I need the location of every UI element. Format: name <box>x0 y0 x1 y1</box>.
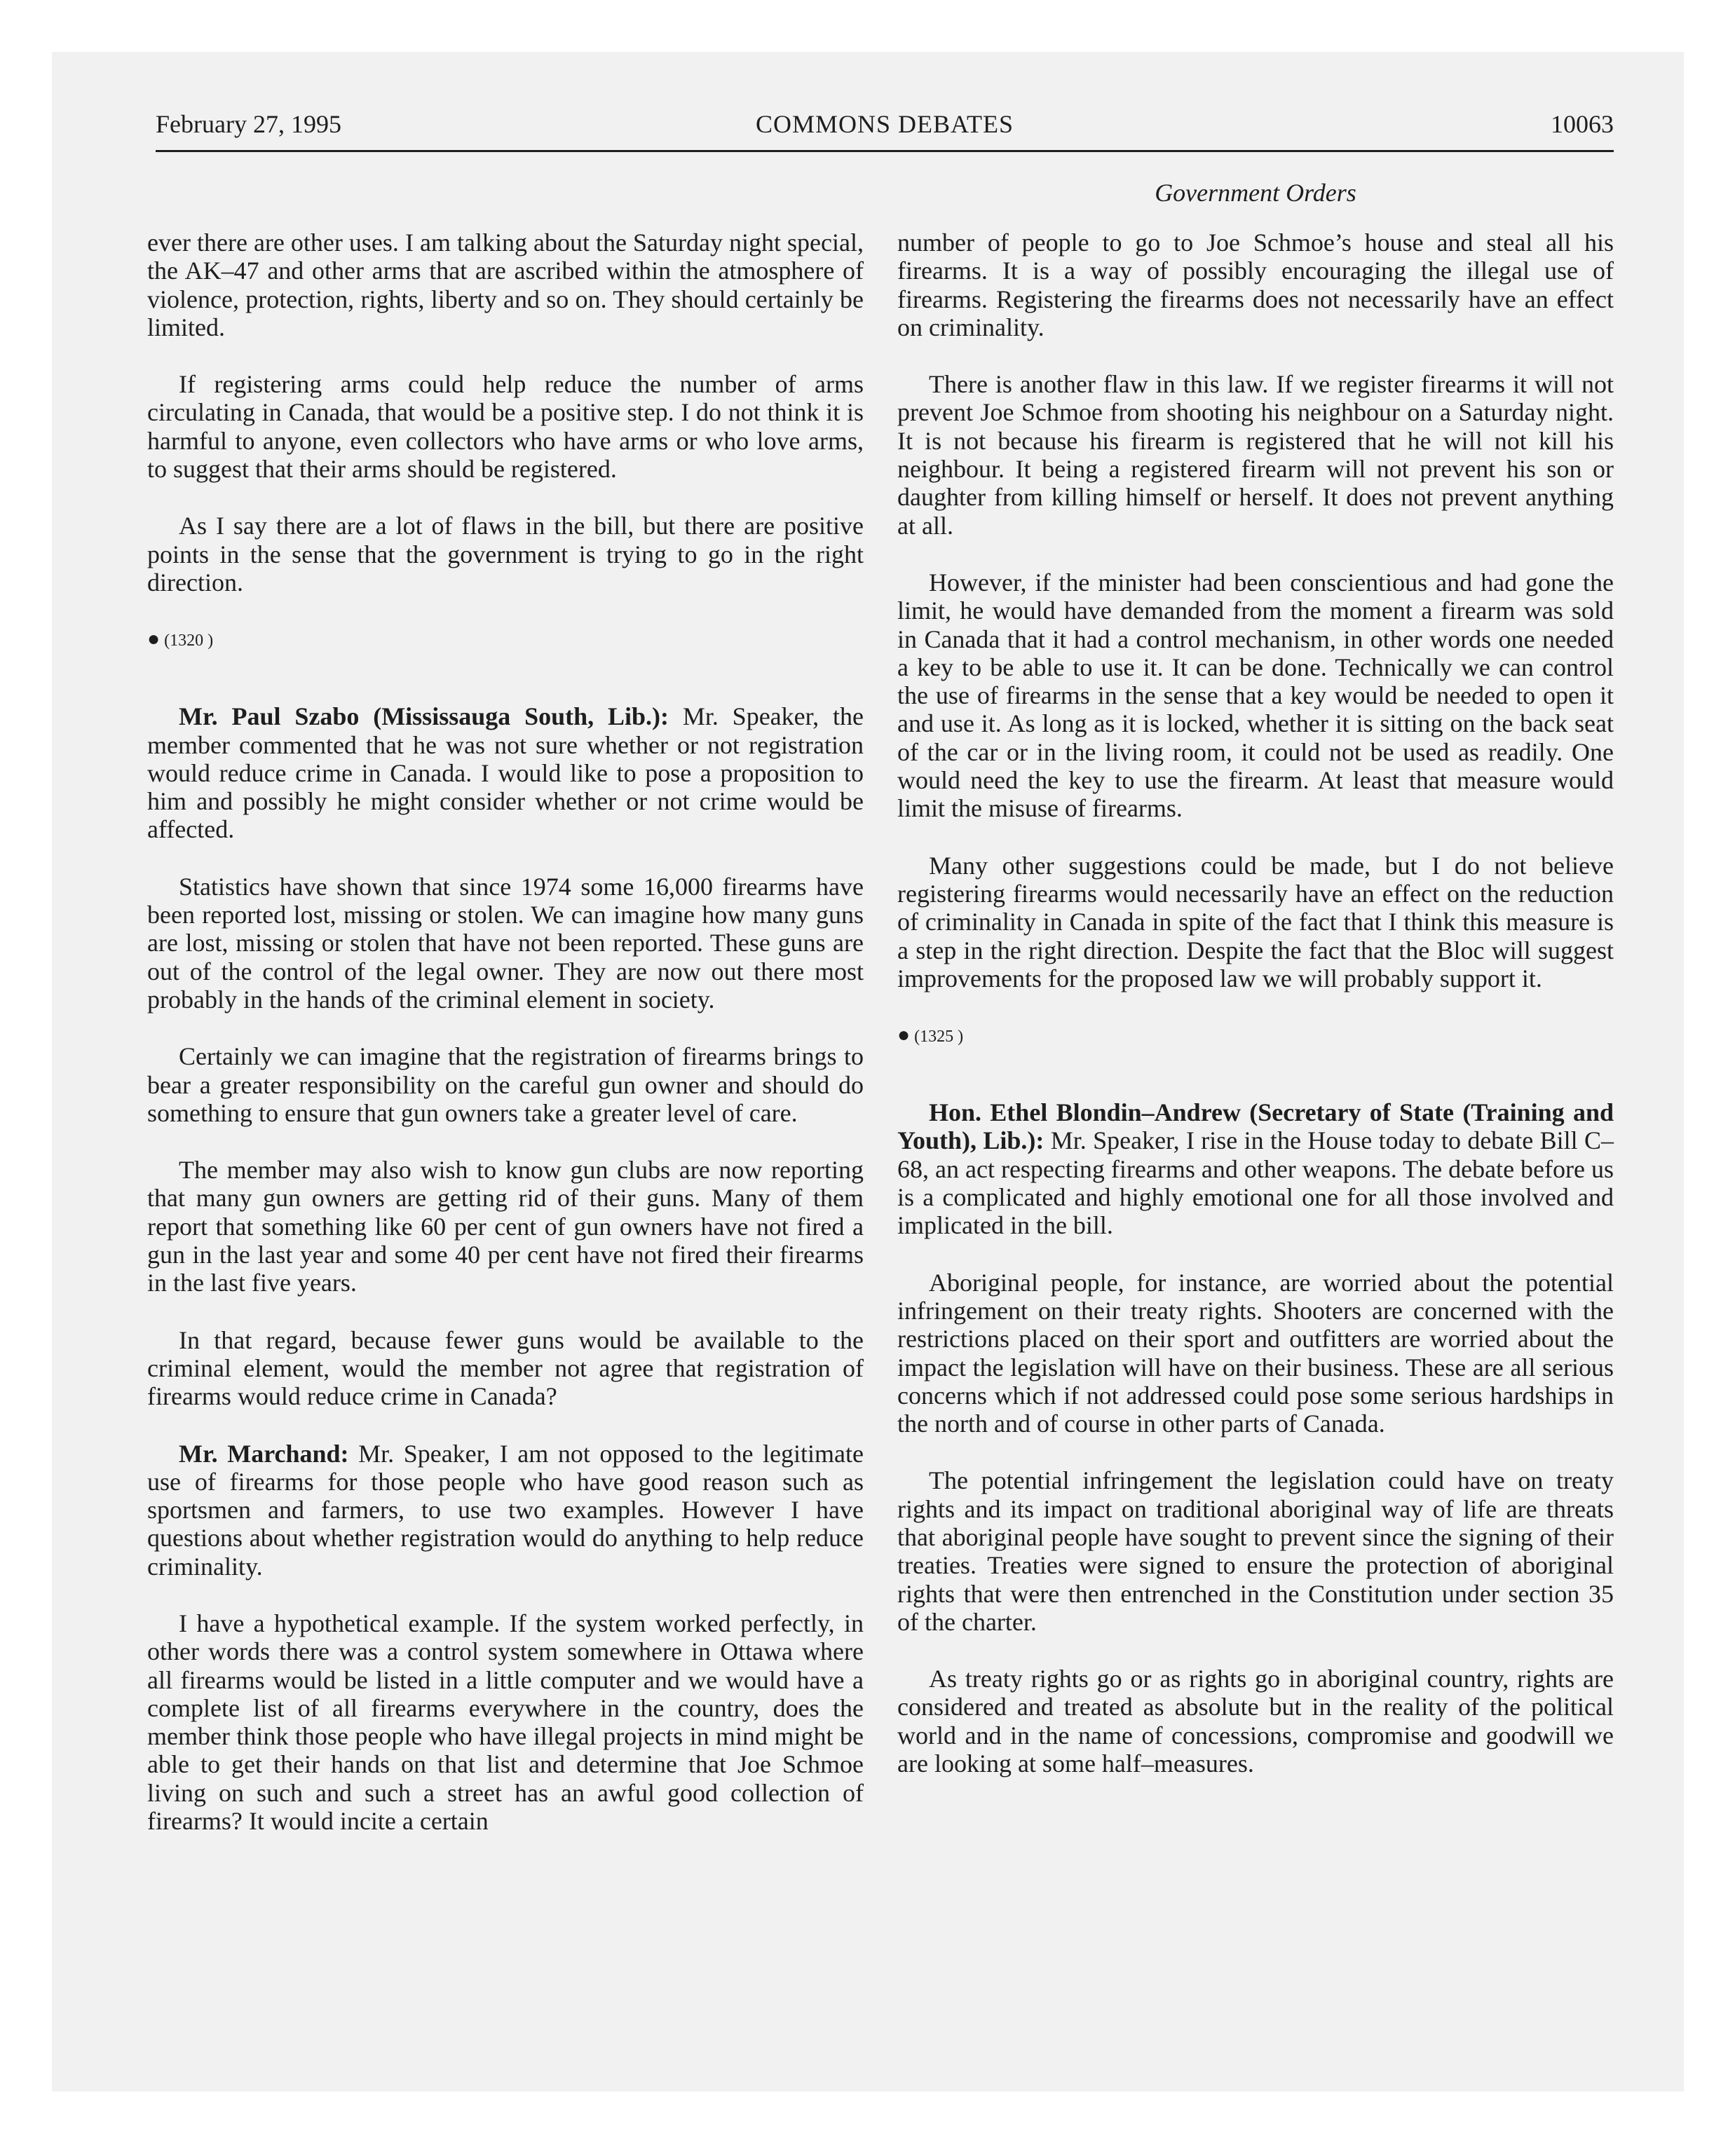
paragraph: In that regard, because fewer guns would be available to the criminal element, would the member not agree that registration of firearms would reduce crime in Canada? <box>147 1325 864 1411</box>
paragraph: Many other suggestions could be made, but I do not believe registering firearms would necessarily have an effect on the reduction of criminality in Canada in spite of the fact that I think this measure is a step in the right direction. Despite the fact that the Bloc will suggest improvements for the proposed law we will probably support it. <box>897 851 1614 992</box>
paragraph: ever there are other uses. I am talking about the Saturday night special, the AK–47 and other arms that are ascribed within the atmosphere of violence, protection, rights, liberty and so on. They should certainly be limited. <box>147 228 864 341</box>
speaker-name: Mr. Marchand: <box>179 1439 349 1468</box>
time-marker-text: (1325 ) <box>914 1028 964 1046</box>
time-marker-text: (1320 ) <box>164 632 214 650</box>
paragraph: The potential infringement the legislation could have on treaty rights and its impact on traditional aboriginal way of life are threats that aboriginal people have sought to prevent since the signing of their treaties. Treaties were signed to ensure the protection of aboriginal rights that were then entrenched in the Constitution under section 35 of the charter. <box>897 1466 1614 1636</box>
paragraph: The member may also wish to know gun clubs are now reporting that many gun owners are getting rid of their guns. Many of them report that something like 60 per cent of gun owners have not fired a gun in the last year and some 40 per cent have not fired their firearms in the last five years. <box>147 1156 864 1297</box>
speaker-name: Hon. Ethel Blondin–Andrew (Secretary of State (Training and Youth), Lib.): <box>897 1098 1614 1155</box>
paragraph: If registering arms could help reduce the number of arms circulating in Canada, that would be a positive step. I do not think it is harmful to anyone, even collectors who have arms or who love arms, to suggest that their arms should be registered. <box>147 370 864 484</box>
paragraph: However, if the minister had been conscientious and had gone the limit, he would have demanded from the moment a firearm was sold in Canada that it had a control mechanism, in other words one needed a key to be able to use it. It can be done. Technically we can control the use of firearms in the sense that a key would be needed to open it and use it. As long as it is locked, whether it is sitting on the back seat of the car or in the living room, it could not be used as readily. One would need the key to use the firearm. At least that measure would limit the misuse of firearms. <box>897 568 1614 823</box>
paragraph: I have a hypothetical example. If the system worked perfectly, in other words there was a control system somewhere in Ottawa where all firearms would be listed in a little computer and we would have a complete list of all firearms everywhere in the country, does the member think those people who have illegal projects in mind might be able to get their hands on that list and determine that Joe Schmoe living on such and such a street has an awful good collection of firearms? It would incite a certain <box>147 1609 864 1836</box>
left-column <box>147 228 864 1864</box>
paragraph: Statistics have shown that since 1974 some 16,000 firearms have been reported lost, missing or stolen. We can imagine how many guns are lost, missing or stolen that have not been reported. These guns are out of the control of the legal owner. They are now out there most probably in the hands of the criminal element in society. <box>147 872 864 1014</box>
paragraph: Certainly we can imagine that the registration of firearms brings to bear a greater responsibility on the careful gun owner and should do something to ensure that gun owners take a greater level of care. <box>147 1042 864 1127</box>
section-title: Government Orders <box>1155 179 1356 207</box>
time-marker <box>147 625 864 655</box>
speech-text: Mr. Speaker, I rise in the House today to debate Bill C–68, an act respecting firearms and other weapons. The debate before us is a complicated and highly emotional one for all those involved and implicated in the bill. <box>897 1126 1614 1240</box>
speech-text: Mr. Speaker, I am not opposed to the legitimate use of firearms for those people who have good reason such as sportsmen and farmers, to use two examples. However I have questions about whether registration would do anything to help reduce criminality. <box>147 1439 864 1581</box>
speech-paragraph <box>897 1098 1614 1239</box>
page-header <box>156 109 1614 151</box>
header-title: COMMONS DEBATES <box>755 110 1014 138</box>
paragraph: As I say there are a lot of flaws in the bill, but there are positive points in the sense that the government is trying to go in the right direction. <box>147 512 864 596</box>
speaker-name: Mr. Paul Szabo (Mississauga South, Lib.): <box>179 702 669 731</box>
speech-paragraph <box>147 1440 864 1581</box>
bullet-icon: ● <box>897 1023 911 1047</box>
speech-text: Mr. Speaker, the member commented that he was not sure whether or not registration would reduce crime in Canada. I would like to pose a proposition to him and possibly he might consider whether or not crime would be affected. <box>147 702 864 844</box>
paragraph: There is another flaw in this law. If we register firearms it will not prevent Joe Schmoe from shooting his neighbour on a Saturday night. It is not because his firearm is registered that he will not kill his neighbour. It being a registered firearm will not prevent his son or daughter from killing himself or herself. It does not prevent anything at all. <box>897 370 1614 540</box>
header-date: February 27, 1995 <box>156 110 341 138</box>
paragraph: number of people to go to Joe Schmoe’s house and steal all his firearms. It is a way of possibly encouraging the illegal use of firearms. Registering the firearms does not necessarily have an effect on criminality. <box>897 228 1614 341</box>
header-rule <box>156 150 1614 152</box>
paragraph: As treaty rights go or as rights go in aboriginal country, rights are considered and treated as absolute but in the reality of the political world and in the name of concessions, compromise and goodwill we are looking at some half–measures. <box>897 1665 1614 1778</box>
bullet-icon: ● <box>147 627 161 651</box>
time-marker <box>897 1021 1614 1051</box>
paragraph: Aboriginal people, for instance, are worried about the potential infringement on their treaty rights. Shooters are concerned with the restrictions placed on their sport and outfitters are worried about the impact the legislation will have on their business. These are all serious concerns which if not addressed could pose some serious hardships in the north and of course in other parts of Canada. <box>897 1268 1614 1438</box>
right-column <box>897 228 1614 1806</box>
speech-paragraph <box>147 702 864 843</box>
header-page-number: 10063 <box>1551 110 1614 138</box>
